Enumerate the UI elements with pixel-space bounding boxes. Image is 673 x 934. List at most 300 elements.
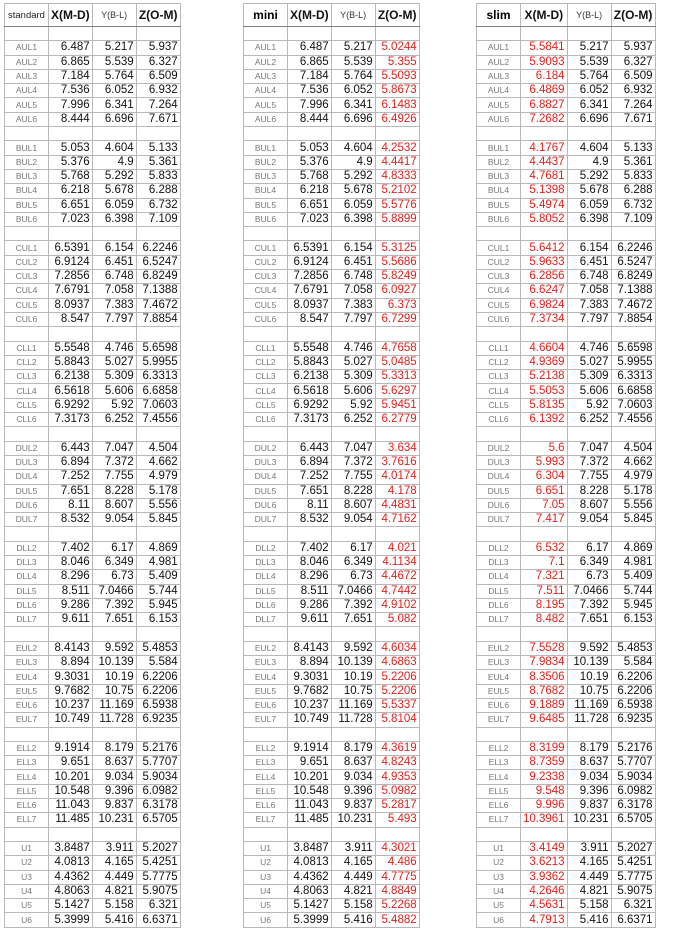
cell-x: 8.894: [288, 656, 332, 670]
cell-x: 9.3031: [49, 670, 93, 684]
cell-z: 7.0603: [611, 398, 655, 412]
table-row: [477, 98, 656, 112]
cell-x: 8.11: [288, 498, 332, 512]
cell-z: 4.6863: [375, 656, 419, 670]
cell-y: 7.392: [92, 598, 136, 612]
row-label: AUL2: [5, 55, 49, 69]
column-header-z: Z(O-M): [375, 4, 419, 27]
table-row: [244, 570, 420, 584]
row-label: CUL6: [5, 312, 49, 326]
cell-x: 8.046: [49, 555, 93, 569]
cell-x: 5.1398: [521, 184, 568, 198]
table-row: [5, 198, 181, 212]
cell-x: 7.023: [49, 212, 93, 226]
column-header-y: Y(B-L): [331, 4, 375, 27]
row-label: ELL5: [477, 784, 521, 798]
cell-x: 8.894: [49, 656, 93, 670]
spacer-row: [5, 627, 181, 641]
cell-z: 5.5337: [375, 698, 419, 712]
cell-z: 7.264: [136, 98, 180, 112]
cell-x: 6.2138: [49, 370, 93, 384]
cell-x: 3.6213: [521, 856, 568, 870]
row-label: EUL3: [5, 656, 49, 670]
cell-z: 5.9034: [611, 770, 655, 784]
table-row: [244, 455, 420, 469]
cell-x: 5.376: [49, 155, 93, 169]
row-label: EUL7: [244, 713, 288, 727]
cell-z: 6.1483: [375, 98, 419, 112]
cell-z: 6.9235: [611, 713, 655, 727]
cell-x: 10.749: [49, 713, 93, 727]
cell-y: 9.592: [331, 641, 375, 655]
cell-z: 6.5247: [611, 255, 655, 269]
row-label: DLL2: [5, 541, 49, 555]
cell-y: 5.027: [331, 355, 375, 369]
cell-z: 4.6034: [375, 641, 419, 655]
row-label: BUL5: [477, 198, 521, 212]
table-row: [244, 270, 420, 284]
cell-z: 6.932: [136, 84, 180, 98]
cell-x: 5.053: [49, 141, 93, 155]
cell-z: 5.6598: [136, 341, 180, 355]
cell-y: 9.396: [92, 784, 136, 798]
row-label: CUL5: [244, 298, 288, 312]
cell-x: 7.1: [521, 555, 568, 569]
row-label: DUL4: [477, 470, 521, 484]
row-label: CUL5: [477, 298, 521, 312]
cell-x: 5.376: [288, 155, 332, 169]
spacer-row: [5, 327, 181, 341]
cell-y: 7.372: [331, 455, 375, 469]
row-label: BUL2: [244, 155, 288, 169]
cell-y: 4.165: [92, 856, 136, 870]
table-row: [477, 84, 656, 98]
cell-z: 5.361: [136, 155, 180, 169]
cell-y: 6.154: [331, 241, 375, 255]
row-label: EUL5: [244, 684, 288, 698]
cell-x: 6.4869: [521, 84, 568, 98]
cell-y: 8.228: [567, 484, 611, 498]
row-label: CUL1: [5, 241, 49, 255]
cell-y: 10.231: [92, 813, 136, 827]
cell-z: 5.8249: [375, 270, 419, 284]
table-row: [5, 498, 181, 512]
row-label: EUL6: [244, 698, 288, 712]
cell-y: 7.383: [331, 298, 375, 312]
row-label: ELL2: [244, 741, 288, 755]
cell-z: 7.109: [136, 212, 180, 226]
cell-z: 6.288: [136, 184, 180, 198]
cell-z: 6.8249: [611, 270, 655, 284]
row-label: ELL6: [244, 799, 288, 813]
cell-z: 5.7707: [611, 756, 655, 770]
cell-z: 4.4417: [375, 155, 419, 169]
table-row: [5, 856, 181, 870]
cell-x: 5.6: [521, 441, 568, 455]
table-row: [5, 69, 181, 83]
table-row: [477, 212, 656, 226]
cell-y: 5.309: [567, 370, 611, 384]
cell-x: 8.0937: [288, 298, 332, 312]
table-row: [5, 541, 181, 555]
table-row: [244, 656, 420, 670]
cell-x: 4.0813: [288, 856, 332, 870]
table-row: [477, 470, 656, 484]
column-header-y: Y(B-L): [92, 4, 136, 27]
table-row: [244, 55, 420, 69]
cell-z: 7.109: [611, 212, 655, 226]
cell-y: 4.821: [331, 884, 375, 898]
cell-z: 6.321: [136, 899, 180, 913]
row-label: DUL7: [244, 513, 288, 527]
cell-x: 7.651: [288, 484, 332, 498]
cell-y: 11.169: [567, 698, 611, 712]
cell-y: 7.383: [567, 298, 611, 312]
cell-z: 5.9955: [136, 355, 180, 369]
table-row: [5, 413, 181, 427]
cell-x: 3.9362: [521, 870, 568, 884]
cell-y: 8.637: [92, 756, 136, 770]
cell-y: 5.416: [331, 913, 375, 927]
cell-y: 5.309: [92, 370, 136, 384]
cell-z: 5.6598: [611, 341, 655, 355]
table-row: [5, 884, 181, 898]
row-label: DLL5: [5, 584, 49, 598]
cell-x: 10.548: [288, 784, 332, 798]
cell-x: 7.511: [521, 584, 568, 598]
cell-z: 6.509: [136, 69, 180, 83]
row-label: DLL5: [477, 584, 521, 598]
cell-z: 7.1388: [611, 284, 655, 298]
row-label: AUL5: [477, 98, 521, 112]
row-label: ELL6: [5, 799, 49, 813]
spacer-row: [477, 427, 656, 441]
table-row: [5, 298, 181, 312]
row-label: ELL5: [244, 784, 288, 798]
cell-z: 6.8249: [136, 270, 180, 284]
cell-z: 4.979: [611, 470, 655, 484]
cell-y: 5.92: [567, 398, 611, 412]
cell-z: 5.361: [611, 155, 655, 169]
table-row: [477, 756, 656, 770]
cell-y: 9.396: [567, 784, 611, 798]
cell-x: 9.651: [49, 756, 93, 770]
row-label: DUL7: [5, 513, 49, 527]
table-row: [5, 670, 181, 684]
table-row: [244, 298, 420, 312]
spacer-row: [244, 727, 420, 741]
cell-x: 7.2856: [49, 270, 93, 284]
cell-z: 6.2206: [136, 684, 180, 698]
table-row: [477, 598, 656, 612]
cell-y: 4.746: [92, 341, 136, 355]
row-label: ELL4: [244, 770, 288, 784]
cell-z: 5.9955: [611, 355, 655, 369]
cell-z: 4.486: [375, 856, 419, 870]
cell-x: 8.0937: [49, 298, 93, 312]
cell-y: 5.158: [567, 899, 611, 913]
cell-y: 5.027: [92, 355, 136, 369]
cell-x: 5.5548: [49, 341, 93, 355]
row-label: DLL3: [5, 555, 49, 569]
cell-y: 7.372: [567, 455, 611, 469]
cell-z: 5.744: [136, 584, 180, 598]
row-label: AUL3: [477, 69, 521, 83]
row-label: EUL2: [5, 641, 49, 655]
cell-x: 7.996: [288, 98, 332, 112]
cell-y: 5.217: [92, 41, 136, 55]
row-label: U5: [5, 899, 49, 913]
cell-z: 5.8673: [375, 84, 419, 98]
cell-y: 6.73: [331, 570, 375, 584]
cell-x: 6.894: [49, 455, 93, 469]
cell-x: 7.536: [288, 84, 332, 98]
cell-y: 3.911: [331, 841, 375, 855]
cell-y: 9.396: [331, 784, 375, 798]
row-label: DUL5: [5, 484, 49, 498]
cell-x: 10.237: [288, 698, 332, 712]
cell-y: 4.821: [567, 884, 611, 898]
row-label: CLL6: [5, 413, 49, 427]
cell-x: 8.547: [288, 312, 332, 326]
cell-y: 9.034: [331, 770, 375, 784]
row-label: CUL3: [244, 270, 288, 284]
cell-z: 5.7707: [136, 756, 180, 770]
table-row: [477, 713, 656, 727]
cell-z: 4.662: [611, 455, 655, 469]
cell-y: 11.169: [331, 698, 375, 712]
cell-x: 8.511: [288, 584, 332, 598]
table-row: [477, 784, 656, 798]
cell-z: 7.1388: [136, 284, 180, 298]
cell-y: 10.19: [92, 670, 136, 684]
table-row: [5, 841, 181, 855]
table-row: [5, 384, 181, 398]
row-label: U2: [5, 856, 49, 870]
table-row: [244, 555, 420, 569]
row-label: AUL6: [5, 112, 49, 126]
cell-x: 8.195: [521, 598, 568, 612]
cell-y: 4.165: [567, 856, 611, 870]
row-label: DUL2: [477, 441, 521, 455]
row-label: BUL2: [477, 155, 521, 169]
cell-y: 6.349: [567, 555, 611, 569]
cell-z: 4.981: [611, 555, 655, 569]
table-row: [5, 641, 181, 655]
cell-z: 5.744: [611, 584, 655, 598]
row-label: U6: [244, 913, 288, 927]
table-row: [477, 670, 656, 684]
cell-z: 5.9451: [375, 398, 419, 412]
spacer-row: [5, 527, 181, 541]
cell-y: 5.678: [331, 184, 375, 198]
row-label: DLL4: [477, 570, 521, 584]
spacer-row: [5, 727, 181, 741]
spacer-row: [5, 227, 181, 241]
table-row: [244, 856, 420, 870]
cell-x: 6.487: [288, 41, 332, 55]
table-row: [477, 841, 656, 855]
table-row: [477, 241, 656, 255]
cell-y: 8.607: [567, 498, 611, 512]
row-label: EUL4: [477, 670, 521, 684]
cell-x: 7.402: [49, 541, 93, 555]
cell-z: 4.7162: [375, 513, 419, 527]
row-label: AUL2: [244, 55, 288, 69]
cell-x: 9.651: [288, 756, 332, 770]
cell-x: 5.8135: [521, 398, 568, 412]
row-label: DUL2: [244, 441, 288, 455]
cell-x: 5.993: [521, 455, 568, 469]
cell-z: 6.2206: [611, 670, 655, 684]
table-row: [5, 870, 181, 884]
cell-z: 5.2027: [611, 841, 655, 855]
cell-x: 8.046: [288, 555, 332, 569]
row-label: EUL3: [477, 656, 521, 670]
cell-x: 4.7681: [521, 169, 568, 183]
cell-x: 8.532: [49, 513, 93, 527]
table-row: [5, 155, 181, 169]
row-label: BUL3: [477, 169, 521, 183]
spacer-row: [244, 827, 420, 841]
cell-y: 5.606: [92, 384, 136, 398]
table-row: [244, 69, 420, 83]
cell-z: 5.5776: [375, 198, 419, 212]
cell-y: 10.75: [567, 684, 611, 698]
cell-y: 6.154: [567, 241, 611, 255]
table-row: [244, 370, 420, 384]
row-label: EUL5: [477, 684, 521, 698]
table-row: [244, 598, 420, 612]
row-label: DUL5: [477, 484, 521, 498]
cell-x: 6.5618: [49, 384, 93, 398]
cell-x: 7.5528: [521, 641, 568, 655]
cell-y: 7.0466: [92, 584, 136, 598]
cell-x: 10.237: [49, 698, 93, 712]
table-row: [5, 770, 181, 784]
cell-x: 5.5548: [288, 341, 332, 355]
column-header-z: Z(O-M): [611, 4, 655, 27]
header-row: [5, 4, 181, 27]
cell-z: 5.945: [136, 598, 180, 612]
cell-y: 8.607: [331, 498, 375, 512]
table-row: [244, 741, 420, 755]
cell-z: 5.409: [611, 570, 655, 584]
cell-y: 5.217: [567, 41, 611, 55]
cell-y: 6.748: [331, 270, 375, 284]
cell-x: 5.768: [288, 169, 332, 183]
cell-z: 4.662: [136, 455, 180, 469]
cell-x: 9.996: [521, 799, 568, 813]
table-row: [244, 212, 420, 226]
row-label: EUL2: [477, 641, 521, 655]
table-row: [477, 656, 656, 670]
cell-x: 7.184: [288, 69, 332, 83]
cell-z: 5.2102: [375, 184, 419, 198]
row-label: ELL4: [477, 770, 521, 784]
cell-z: 5.178: [136, 484, 180, 498]
spacer-row: [477, 227, 656, 241]
cell-x: 9.6485: [521, 713, 568, 727]
cell-y: 4.821: [92, 884, 136, 898]
cell-y: 5.606: [567, 384, 611, 398]
table-row: [477, 141, 656, 155]
table-row: [477, 856, 656, 870]
row-label: BUL3: [5, 169, 49, 183]
row-label: CUL6: [244, 312, 288, 326]
cell-y: 7.058: [567, 284, 611, 298]
cell-y: 7.0466: [331, 584, 375, 598]
row-label: BUL3: [244, 169, 288, 183]
row-label: CUL1: [477, 241, 521, 255]
row-label: DUL4: [5, 470, 49, 484]
row-label: DLL2: [477, 541, 521, 555]
row-label: CLL5: [477, 398, 521, 412]
cell-x: 10.749: [288, 713, 332, 727]
cell-y: 9.837: [567, 799, 611, 813]
cell-z: 5.4853: [611, 641, 655, 655]
table-row: [5, 470, 181, 484]
cell-x: 4.9369: [521, 355, 568, 369]
cell-z: 5.3313: [375, 370, 419, 384]
table-row: [477, 498, 656, 512]
cell-z: 3.7616: [375, 455, 419, 469]
cell-x: 6.6247: [521, 284, 568, 298]
cell-y: 6.748: [567, 270, 611, 284]
table-row: [5, 598, 181, 612]
table-row: [477, 813, 656, 827]
cell-y: 6.73: [567, 570, 611, 584]
row-label: U3: [5, 870, 49, 884]
table-row: [477, 641, 656, 655]
table-row: [244, 784, 420, 798]
cell-y: 4.165: [331, 856, 375, 870]
cell-y: 6.252: [331, 413, 375, 427]
cell-x: 10.3961: [521, 813, 568, 827]
cell-y: 6.696: [567, 112, 611, 126]
cell-x: 7.651: [49, 484, 93, 498]
cell-z: 4.0174: [375, 470, 419, 484]
table-row: [477, 384, 656, 398]
cell-y: 8.228: [92, 484, 136, 498]
cell-x: 9.611: [49, 613, 93, 627]
cell-y: 6.341: [567, 98, 611, 112]
cell-z: 6.2206: [611, 684, 655, 698]
cell-y: 6.696: [331, 112, 375, 126]
cell-x: 7.023: [288, 212, 332, 226]
cell-x: 6.1392: [521, 413, 568, 427]
row-label: DLL4: [5, 570, 49, 584]
cell-z: 7.4556: [136, 413, 180, 427]
cell-z: 4.869: [611, 541, 655, 555]
table-row: [477, 899, 656, 913]
table-row: [5, 55, 181, 69]
cell-z: 6.288: [611, 184, 655, 198]
table-row: [477, 698, 656, 712]
cell-y: 5.539: [92, 55, 136, 69]
cell-x: 7.6791: [288, 284, 332, 298]
cell-x: 8.11: [49, 498, 93, 512]
cell-z: 5.833: [136, 169, 180, 183]
cell-y: 9.592: [92, 641, 136, 655]
table-row: [5, 370, 181, 384]
row-label: CUL2: [244, 255, 288, 269]
column-header-x: X(M-D): [49, 4, 93, 27]
column-header-x: X(M-D): [521, 4, 568, 27]
cell-z: 6.373: [375, 298, 419, 312]
cell-y: 4.604: [92, 141, 136, 155]
cell-x: 5.3999: [288, 913, 332, 927]
